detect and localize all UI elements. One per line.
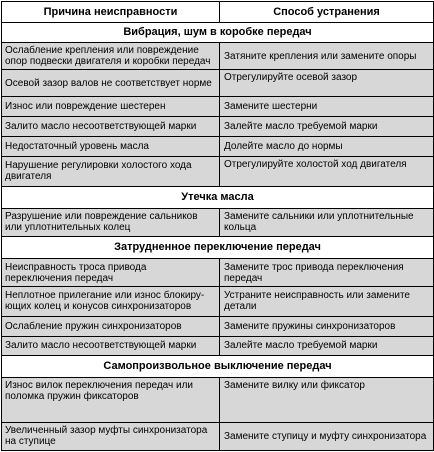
table-row xyxy=(2,137,434,157)
remedy-cell: Замените ступицу и муфту синхронизатора xyxy=(220,422,434,451)
remedy-cell: Отрегулируйте осевой зазор xyxy=(220,70,434,97)
cause-cell: Нарушение регулировки холостого хода двигателя xyxy=(2,157,220,186)
cause-cell: Ослабление крепления или повреждение опор подвески двигателя и коробки передач xyxy=(2,42,220,69)
remedy-cell: Долейте масло до нормы xyxy=(220,137,434,157)
remedy-cell: Замените шестерни xyxy=(220,97,434,117)
table-row xyxy=(2,316,434,336)
table-row xyxy=(2,97,434,117)
table-row xyxy=(2,336,434,356)
section-row xyxy=(2,23,434,43)
table-row xyxy=(2,117,434,137)
cause-cell: Недостаточный уровень масла xyxy=(2,137,220,157)
remedy-cell: Устраните неисправность или замените детали xyxy=(220,287,434,316)
cause-cell: Неисправность троса привода переключения передач xyxy=(2,258,220,286)
header-remedy: Способ устранения xyxy=(220,2,434,23)
cause-cell: Разрушение или повреждение сальников или уплотнительных колец xyxy=(2,208,220,236)
remedy-cell: Отрегулируйте холостой ход двигателя xyxy=(220,157,434,186)
table-row xyxy=(2,422,434,451)
section-title: Утечка масла xyxy=(2,186,434,208)
section-title: Затрудненное переключение передач xyxy=(2,236,434,258)
cause-cell: Осевой зазор валов не соответствует норме xyxy=(2,70,220,97)
section-row xyxy=(2,356,434,378)
remedy-cell: Затяните крепления или замените опоры xyxy=(220,42,434,69)
cause-cell: Неплотное прилегание или износ блокиру-ющих колец и конусов синхронизаторов xyxy=(2,287,220,316)
table-row xyxy=(2,378,434,422)
section-title: Самопроизвольное выключение передач xyxy=(2,356,434,378)
remedy-cell: Залейте масло требуемой марки xyxy=(220,336,434,356)
cause-cell: Износ или повреждение шестерен xyxy=(2,97,220,117)
remedy-cell: Залейте масло требуемой марки xyxy=(220,117,434,137)
cause-cell: Увеличенный зазор муфты синхронизатора на ступице xyxy=(2,422,220,451)
section-title: Вибрация, шум в коробке передач xyxy=(2,23,434,43)
table-row xyxy=(2,70,434,97)
table-row xyxy=(2,42,434,69)
table-row xyxy=(2,208,434,236)
troubleshooting-table xyxy=(1,1,434,451)
cause-cell: Износ вилок переключения передач или поломка пружин фиксаторов xyxy=(2,378,220,422)
table-row xyxy=(2,287,434,316)
cause-cell: Залито масло несоответствующей марки xyxy=(2,117,220,137)
header-cause: Причина неисправности xyxy=(2,2,220,23)
table-row xyxy=(2,157,434,186)
section-row xyxy=(2,236,434,258)
section-row xyxy=(2,186,434,208)
remedy-cell: Замените вилку или фиксатор xyxy=(220,378,434,422)
cause-cell: Залито масло несоответствующей марки xyxy=(2,336,220,356)
remedy-cell: Замените сальники или уплотнительные кольца xyxy=(220,208,434,236)
remedy-cell: Замените пружины синхронизаторов xyxy=(220,316,434,336)
cause-cell: Ослабление пружин синхронизаторов xyxy=(2,316,220,336)
table-row xyxy=(2,258,434,286)
remedy-cell: Замените трос привода переключения передач xyxy=(220,258,434,286)
table-header-row xyxy=(2,2,434,23)
